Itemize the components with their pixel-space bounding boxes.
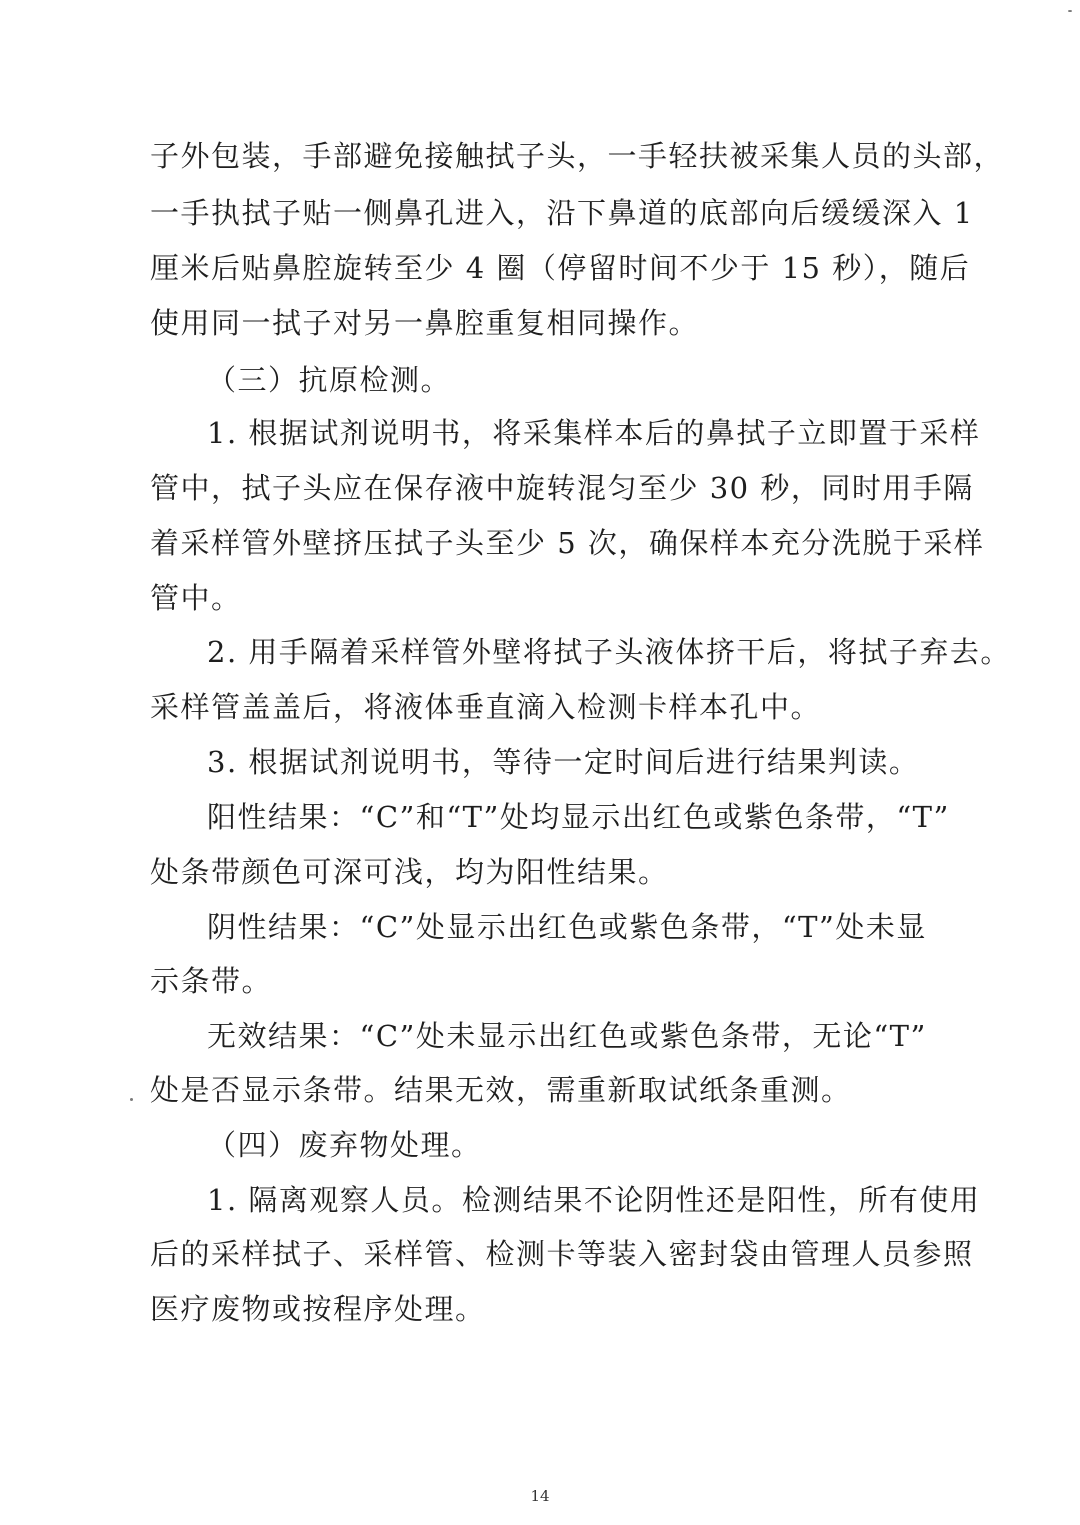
- text-line: 1. 根据试剂说明书，将采集样本后的鼻拭子立即置于采样: [207, 416, 981, 450]
- text-line: 使用同一拭子对另一鼻腔重复相同操作。: [150, 306, 700, 340]
- scan-speck: [130, 1098, 133, 1101]
- text-line: 厘米后贴鼻腔旋转至少 4 圈（停留时间不少于 15 秒），随后: [150, 251, 971, 285]
- text-line: 处是否显示条带。结果无效，需重新取试纸条重测。: [150, 1073, 852, 1107]
- text-line: 2. 用手隔着采样管外壁将拭子头液体挤干后，将拭子弃去。: [207, 635, 1011, 669]
- page-number: 14: [530, 1487, 550, 1505]
- text-line: 子外包装，手部避免接触拭子头，一手轻扶被采集人员的头部，: [150, 139, 1005, 173]
- text-line: 示条带。: [150, 964, 273, 998]
- scan-speck: [1068, 10, 1072, 12]
- text-line: 处条带颜色可深可浅，均为阳性结果。: [150, 855, 669, 889]
- text-line: 管中。: [150, 581, 242, 615]
- text-line: 一手执拭子贴一侧鼻孔进入，沿下鼻道的底部向后缓缓深入 1: [150, 196, 974, 230]
- text-line: 采样管盖盖后，将液体垂直滴入检测卡样本孔中。: [150, 690, 822, 724]
- text-line: 无效结果：“C”处未显示出红色或紫色条带，无论“T”: [207, 1019, 927, 1053]
- text-line: 阳性结果：“C”和“T”处均显示出红色或紫色条带，“T”: [207, 800, 950, 834]
- text-line: 后的采样拭子、采样管、检测卡等装入密封袋由管理人员参照: [150, 1237, 974, 1271]
- section-heading: （三）抗原检测。: [207, 363, 452, 397]
- text-line: 3. 根据试剂说明书，等待一定时间后进行结果判读。: [207, 745, 920, 779]
- section-heading: （四）废弃物处理。: [207, 1128, 482, 1162]
- text-line: 管中，拭子头应在保存液中旋转混匀至少 30 秒，同时用手隔: [150, 471, 974, 505]
- text-line: 阴性结果：“C”处显示出红色或紫色条带，“T”处未显: [207, 910, 927, 944]
- text-line: 1. 隔离观察人员。检测结果不论阴性还是阳性，所有使用: [207, 1183, 981, 1217]
- text-line: 着采样管外壁挤压拭子头至少 5 次，确保样本充分洗脱于采样: [150, 526, 985, 560]
- text-line: 医疗废物或按程序处理。: [150, 1292, 486, 1326]
